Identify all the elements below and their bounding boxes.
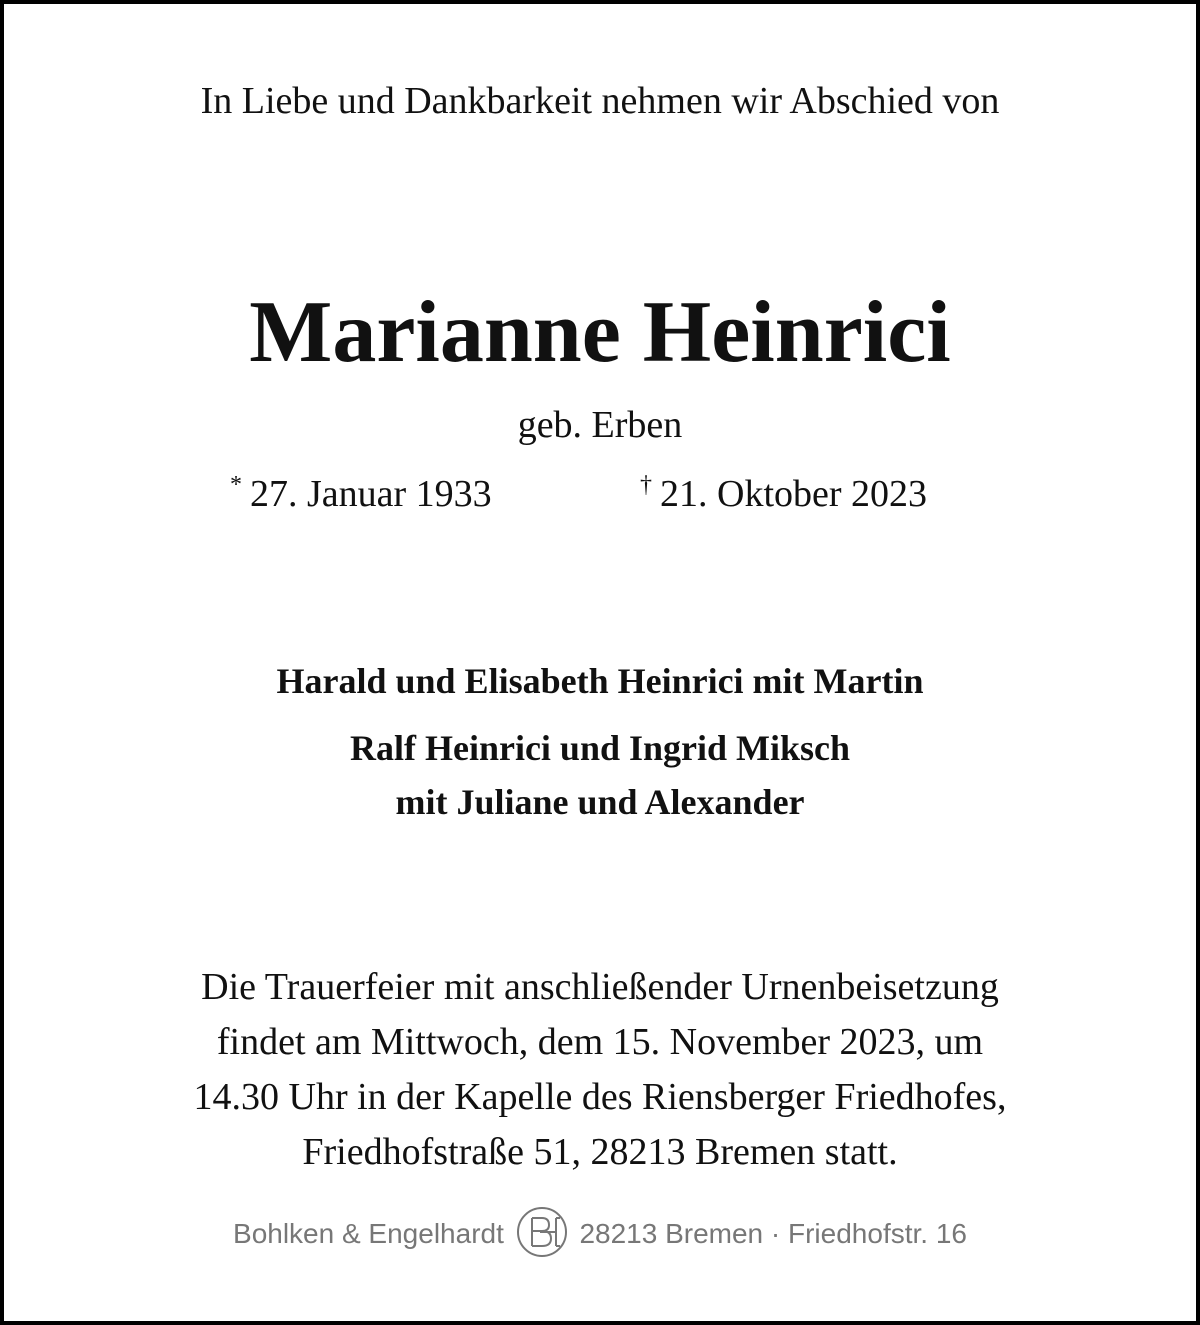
death-date: 21. Oktober 2023 [660,473,928,515]
maiden-name: geb. Erben [517,404,683,446]
intro-text: In Liebe und Dankbarkeit nehmen wir Abschied von [200,80,1000,122]
birth-date: 27. Januar 1933 [250,473,492,515]
funeral-home-address: 28213 Bremen · Friedhofstr. 16 [579,1218,967,1249]
funeral-home-logo-icon [516,1206,568,1258]
family-line-1: Harald und Elisabeth Heinrici mit Martin [276,661,924,701]
family-line-2: Ralf Heinrici und Ingrid Miksch [349,728,851,768]
death-date-line [640,460,927,519]
ceremony-line-4: Friedhofstraße 51, 28213 Bremen statt. [302,1131,898,1173]
ceremony-line-3: 14.30 Uhr in der Kapelle des Riensberger Friedhofes, [193,1076,1007,1118]
funeral-home-footer [0,1206,1200,1262]
death-symbol: † [640,472,652,498]
funeral-home-name: Bohlken & Engelhardt [233,1218,504,1249]
ceremony-line-2: findet am Mittwoch, dem 15. November 2023, um [216,1021,984,1063]
birth-date-line [230,460,492,519]
deceased-name: Marianne Heinrici [249,284,951,381]
family-line-3: mit Juliane und Alexander [395,782,805,822]
birth-symbol: * [230,472,242,498]
ceremony-line-1: Die Trauerfeier mit anschließender Urnenbeisetzung [201,966,999,1008]
